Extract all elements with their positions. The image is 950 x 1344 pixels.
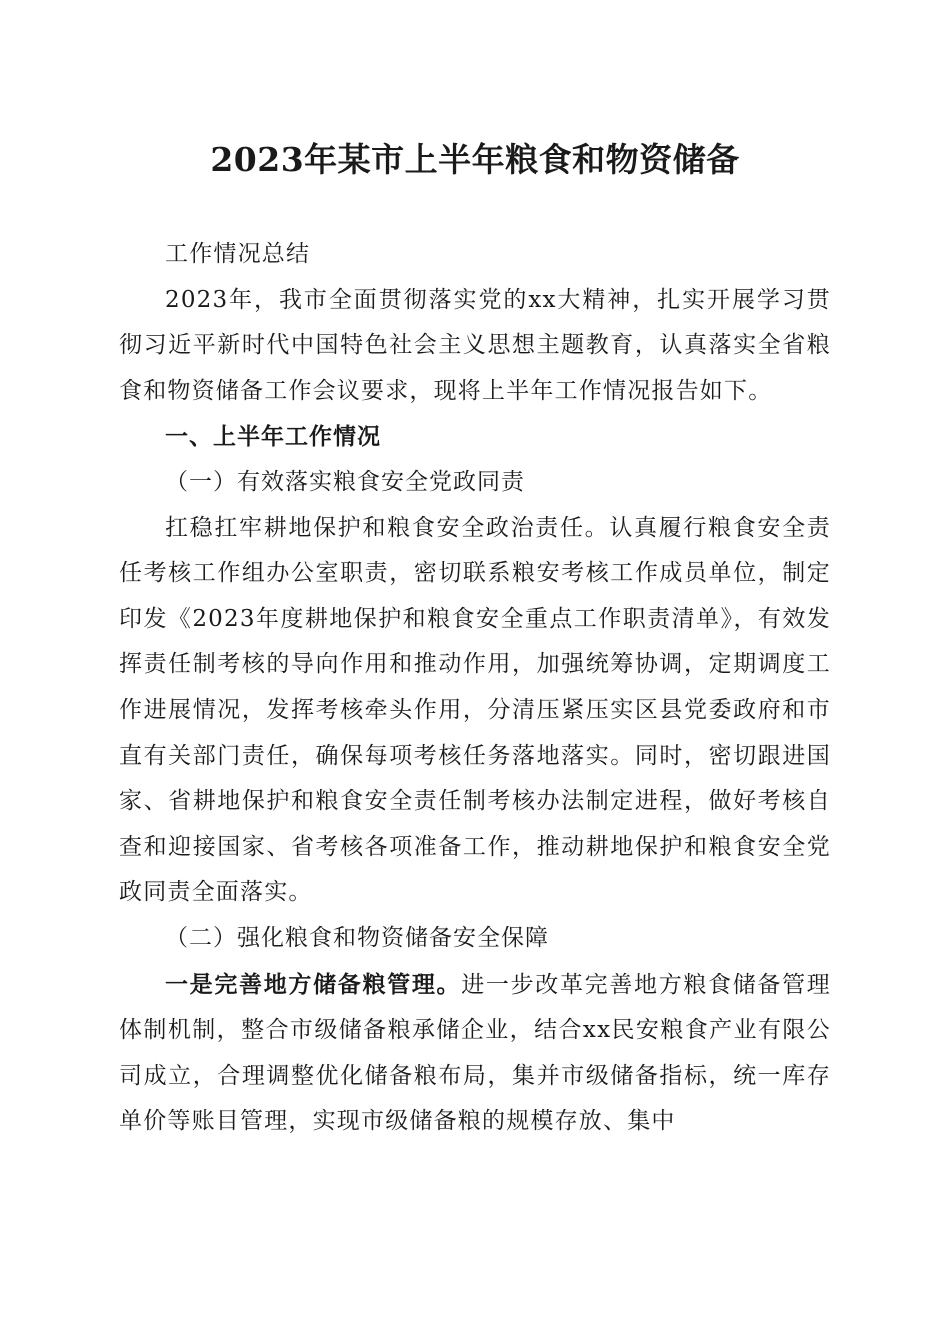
subsection-2-paragraph <box>119 962 831 1145</box>
document-body <box>119 232 831 1145</box>
document-subtitle: 工作情况总结 <box>165 241 311 267</box>
subsection-2-text: 进一步改革完善地方粮食储备管理体制机制，整合市级储备粮承储企业，结合xx民安粮食产业有限公司成立，合理调整优化储备粮布局，集并市级储备指标，统一库存单价等账目管理，实现市级储备粮的规模存放、集中 <box>119 971 831 1135</box>
section-heading-1: 一、上半年工作情况 <box>165 423 381 451</box>
subsection-heading-2: （二）强化粮食和物资储备安全保障 <box>165 924 549 951</box>
subsection-1-paragraph: 扛稳扛牢耕地保护和粮食安全政治责任。认真履行粮食安全责任考核工作组办公室职责，密切联系粮安考核工作成员单位，制定印发《2023年度耕地保护和粮食安全重点工作职责清单》，有效发挥责任制考核的导向作用和推动作用，加强统筹协调，定期调度工作进展情况，发挥考核牵头作用，分清压紧压实区县党委政府和市直有关部门责任，确保每项考核任务落地落实。同时，密切跟进国家、省耕地保护和粮食安全责任制考核办法制定进程，做好考核自查和迎接国家、省考核各项准备工作，推动耕地保护和粮食安全党政同责全面落实。 <box>119 514 831 906</box>
subsection-heading-1: （一）有效落实粮食安全党政同责 <box>165 468 525 495</box>
document-title: 2023年某市上半年粮食和物资储备 <box>210 140 740 179</box>
subsection-2-lead: 一是完善地方储备粮管理。 <box>165 970 462 998</box>
intro-paragraph: 2023年，我市全面贯彻落实党的xx大精神，扎实开展学习贯彻习近平新时代中国特色社会主义思想主题教育，认真落实全省粮食和物资储备工作会议要求，现将上半年工作情况报告如下。 <box>119 286 831 404</box>
